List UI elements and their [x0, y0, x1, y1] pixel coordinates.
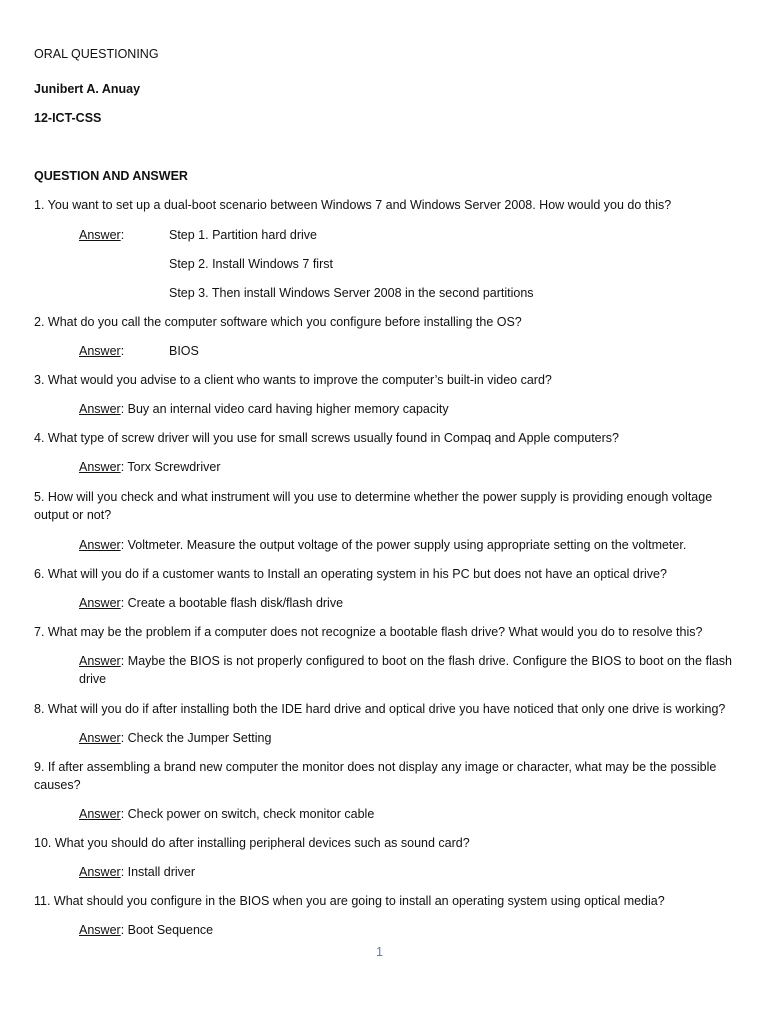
answer-8-text: : Check the Jumper Setting [120, 731, 272, 745]
answer-1-step-1: Step 1. Partition hard drive [169, 228, 317, 242]
question-2: 2. What do you call the computer software which you configure before installing the OS? [34, 315, 522, 329]
question-4: 4. What type of screw driver will you use for small screws usually found in Compaq and Apple computers? [34, 431, 619, 445]
answer-label: Answer [79, 731, 121, 745]
answer-2-label: Answer: [79, 344, 125, 358]
answer-6 [79, 594, 343, 612]
author-name: Junibert A. Anuay [34, 82, 141, 96]
answer-7-text: : Maybe the BIOS is not properly configured to boot on the flash drive. Configure the BIOS to boot on the flash drive [79, 654, 732, 686]
question-8: 8. What will you do if after installing both the IDE hard drive and optical drive you have noticed that only one drive is working? [34, 702, 726, 716]
answer-2: BIOS [169, 344, 199, 358]
answer-label: Answer [79, 865, 121, 879]
answer-label: Answer [79, 460, 121, 474]
answer-6-text: : Create a bootable flash disk/flash drive [120, 596, 344, 610]
answer-label: Answer [79, 344, 121, 358]
answer-5-text: : Voltmeter. Measure the output voltage of the power supply using appropriate setting on the voltmeter. [120, 538, 687, 552]
answer-label: Answer [79, 402, 121, 416]
question-1: 1. You want to set up a dual-boot scenario between Windows 7 and Windows Server 2008. How would you do this? [34, 198, 672, 212]
question-3: 3. What would you advise to a client who wants to improve the computer’s built-in video card? [34, 373, 552, 387]
answer-4-text: : Torx Screwdriver [120, 460, 221, 474]
question-9: 9. If after assembling a brand new computer the monitor does not display any image or character, what may be the possible causes? [34, 760, 717, 792]
answer-9-text: : Check power on switch, check monitor cable [120, 807, 375, 821]
answer-11 [79, 921, 213, 939]
class-section: 12-ICT-CSS [34, 111, 102, 125]
answer-3 [79, 400, 449, 418]
question-6: 6. What will you do if a customer wants to Install an operating system in his PC but does not have an optical drive? [34, 567, 667, 581]
answer-1-step-2: Step 2. Install Windows 7 first [169, 257, 333, 271]
section-heading: QUESTION AND ANSWER [34, 169, 188, 183]
question-10: 10. What you should do after installing peripheral devices such as sound card? [34, 836, 470, 850]
answer-label: Answer [79, 538, 121, 552]
answer-label: Answer [79, 596, 121, 610]
answer-10-text: : Install driver [120, 865, 196, 879]
page-number: 1 [376, 945, 383, 959]
question-7: 7. What may be the problem if a computer does not recognize a bootable flash drive? What would you do to resolve this? [34, 625, 703, 639]
answer-label: Answer [79, 654, 121, 668]
answer-label: Answer [79, 807, 121, 821]
answer-10 [79, 863, 195, 881]
answer-4 [79, 458, 220, 476]
answer-8 [79, 729, 271, 747]
answer-5 [79, 536, 686, 554]
answer-label: Answer [79, 228, 121, 242]
answer-1-step-3: Step 3. Then install Windows Server 2008 in the second partitions [169, 286, 534, 300]
question-5: 5. How will you check and what instrument will you use to determine whether the power supply is providing enough voltage output or not? [34, 490, 713, 522]
answer-1-label: Answer: [79, 228, 125, 242]
answer-9 [79, 805, 374, 823]
answer-3-text: : Buy an internal video card having higher memory capacity [120, 402, 449, 416]
answer-label: Answer [79, 923, 121, 937]
answer-7 [79, 652, 732, 688]
question-11: 11. What should you configure in the BIOS when you are going to install an operating system using optical media? [34, 894, 665, 908]
answer-11-text: : Boot Sequence [120, 923, 214, 937]
document-title: ORAL QUESTIONING [34, 47, 159, 61]
